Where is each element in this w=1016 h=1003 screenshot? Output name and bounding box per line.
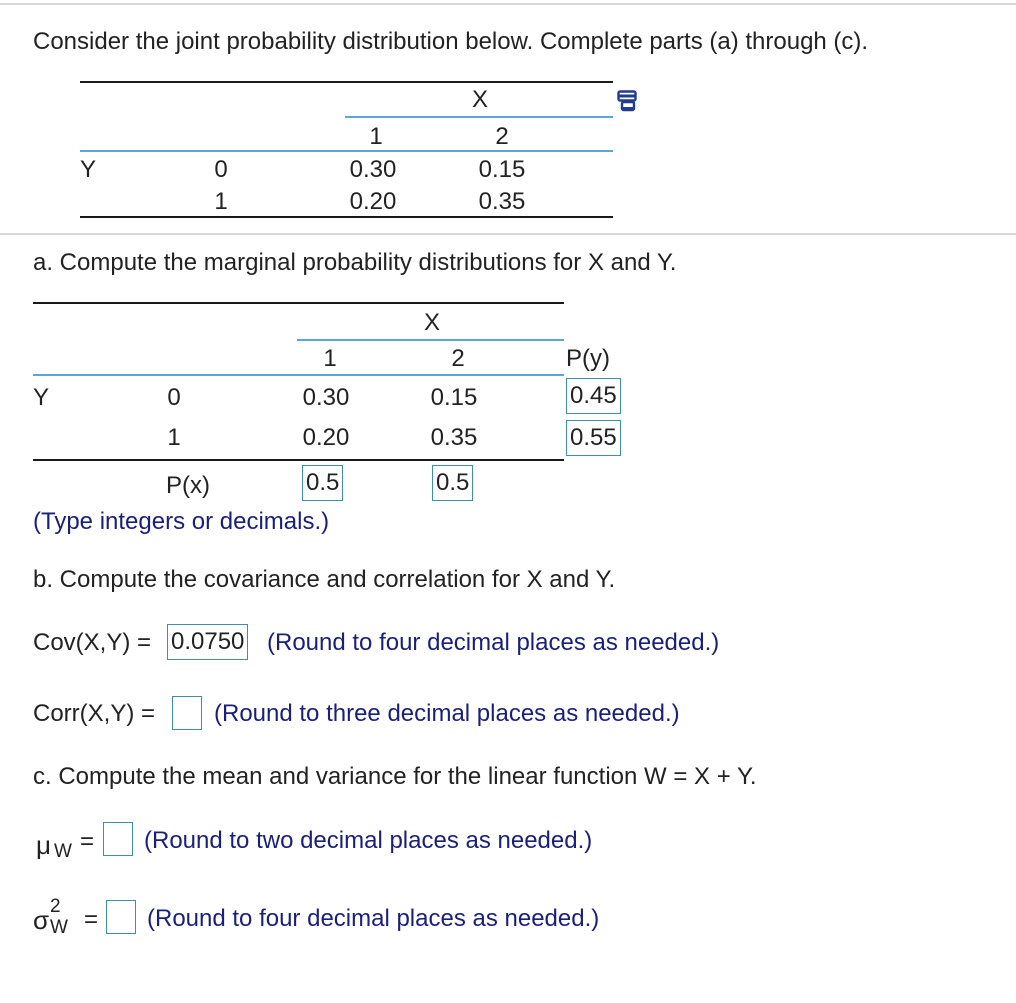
table1-bottom-rule <box>80 216 613 218</box>
mu-subscript: W <box>54 841 72 862</box>
px-2-answer[interactable]: 0.5 <box>432 465 473 501</box>
table2-cell: 0.20 <box>302 424 350 451</box>
table1-row-y: 1 <box>214 188 228 215</box>
table2-row-y: 1 <box>167 424 181 451</box>
table1-top-rule <box>80 81 613 83</box>
py-0-answer[interactable]: 0.45 <box>566 378 621 414</box>
table2-cell: 0.35 <box>430 424 478 451</box>
top-divider <box>0 3 1016 5</box>
table1-x-rule <box>345 116 613 118</box>
variance-answer[interactable] <box>106 900 136 934</box>
table2-x-rule <box>297 339 564 341</box>
px-label: P(x) <box>166 472 210 499</box>
table2-bottom-rule <box>33 459 564 461</box>
table1-x-value-2: 2 <box>495 123 509 150</box>
intro-text: Consider the joint probability distribution below. Complete parts (a) through (c). <box>33 28 869 55</box>
corr-hint: (Round to three decimal places as needed.) <box>214 700 680 727</box>
py-1-answer[interactable]: 0.55 <box>566 420 621 456</box>
table2-cell: 0.30 <box>302 384 350 411</box>
part-b-prompt: b. Compute the covariance and correlation for X and Y. <box>33 566 616 593</box>
part-a-prompt: a. Compute the marginal probability distributions for X and Y. <box>33 249 677 276</box>
mean-answer[interactable] <box>103 822 133 856</box>
part-c-prompt: c. Compute the mean and variance for the linear function W = X + Y. <box>33 763 757 790</box>
sigma-superscript: 2 <box>50 896 61 917</box>
table2-cell: 0.15 <box>430 384 478 411</box>
table1-cell: 0.30 <box>349 156 397 183</box>
variance-equals: = <box>84 906 99 933</box>
table2-header-rule <box>33 374 564 376</box>
table2-row-y: 0 <box>167 384 181 411</box>
sigma-subscript: W <box>50 917 68 938</box>
cov-answer[interactable]: 0.0750 <box>167 624 248 660</box>
part-a-hint: (Type integers or decimals.) <box>33 508 330 535</box>
table1-y-label: Y <box>80 156 97 183</box>
table2-y-label: Y <box>33 384 50 411</box>
table2-x-value-2: 2 <box>451 345 465 372</box>
cov-hint: (Round to four decimal places as needed.) <box>267 629 720 656</box>
variance-hint: (Round to four decimal places as needed.) <box>147 905 600 932</box>
cov-label: Cov(X,Y) = <box>33 629 152 656</box>
corr-answer[interactable] <box>172 696 202 730</box>
corr-label: Corr(X,Y) = <box>33 700 156 727</box>
table2-x-header: X <box>423 309 441 336</box>
table2-x-value-1: 1 <box>323 345 337 372</box>
table1-cell: 0.15 <box>478 156 526 183</box>
section-divider <box>0 233 1016 235</box>
table2-top-rule <box>33 302 564 304</box>
mean-hint: (Round to two decimal places as needed.) <box>144 827 593 854</box>
sigma-symbol: σ <box>33 905 50 935</box>
table1-row-y: 0 <box>214 156 228 183</box>
py-header: P(y) <box>566 345 610 372</box>
mean-equals: = <box>80 828 95 855</box>
mu-symbol: μ <box>36 830 51 860</box>
table1-cell: 0.35 <box>478 188 526 215</box>
table1-header-rule <box>80 150 613 152</box>
table1-cell: 0.20 <box>349 188 397 215</box>
table1-x-value-1: 1 <box>369 123 383 150</box>
copy-table-icon[interactable] <box>617 90 639 112</box>
px-1-answer[interactable]: 0.5 <box>302 465 343 501</box>
table1-x-header: X <box>471 86 489 113</box>
